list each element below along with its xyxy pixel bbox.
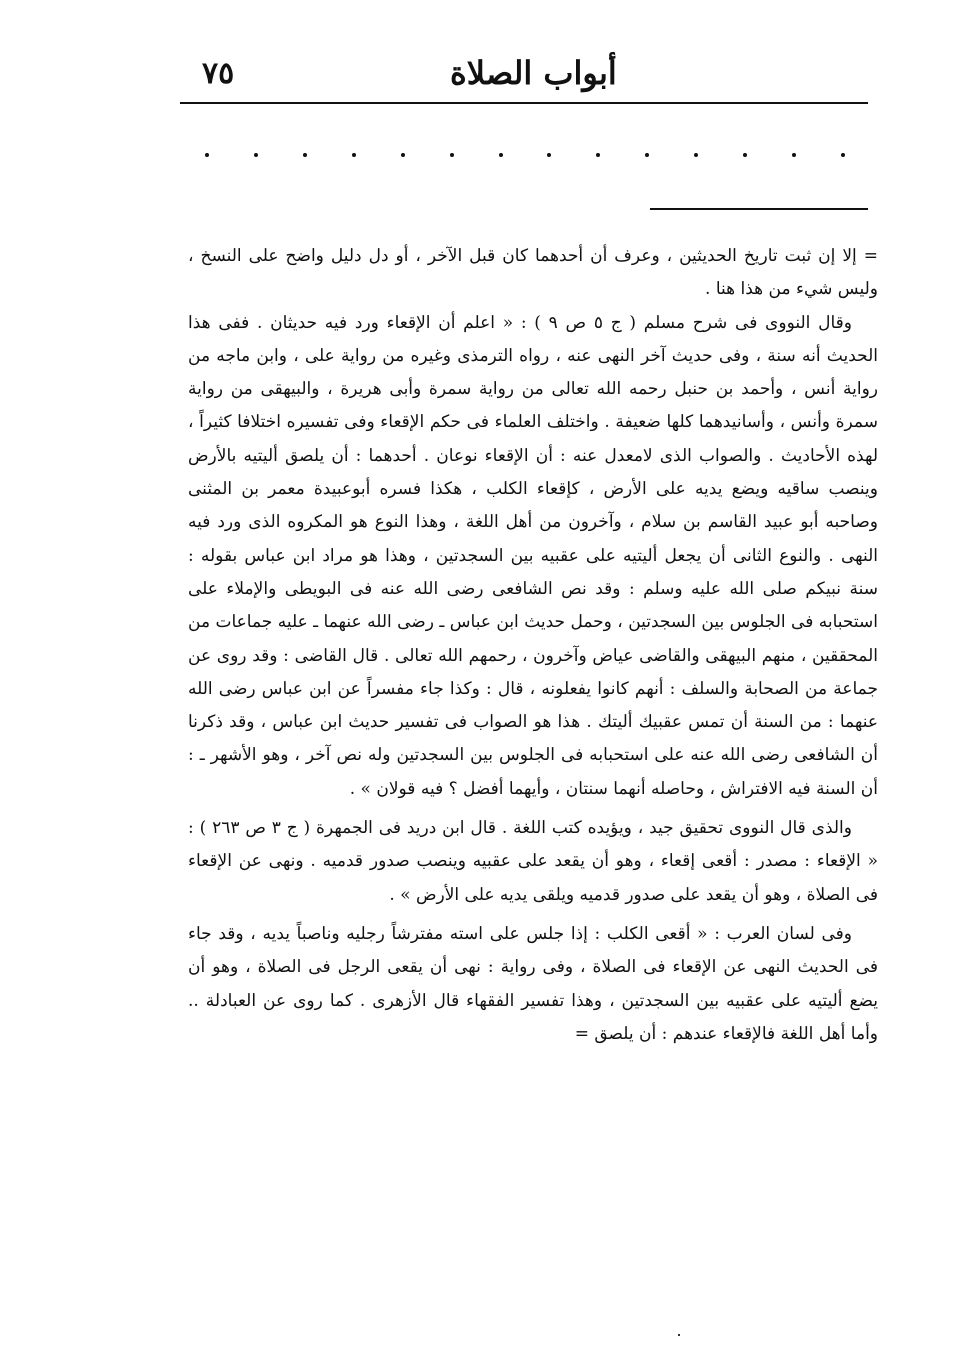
ellipsis-dot xyxy=(694,153,698,157)
ellipsis-dots-row xyxy=(205,140,845,170)
paragraph-lisan-al-arab: وفى لسان العرب : « أقعى الكلب : إذا جلس على استه مفترشاً رجليه وناصباً يديه ، وقد جاء فى الحديث النهى عن الإقعاء فى الصلاة ، وفى رواية : نهى أن يقعى الرجل فى الصلاة ، وهو أن يضع أليتيه على عقبيه بين السجدتين ، وهذا تفسير الفقهاء قال الأزهرى . كما روى عن العبادلة .. وأما أهل اللغة فالإقعاء عندهم : أن يلصق = xyxy=(188,923,878,1044)
ellipsis-dot xyxy=(499,153,503,157)
page-header xyxy=(180,52,870,98)
ellipsis-dot xyxy=(841,153,845,157)
paragraph-nawawi-quote: وقال النووى فى شرح مسلم ( ج ٥ ص ٩ ) : « اعلم أن الإقعاء ورد فيه حديثان . ففى هذا الحديث أنه سنة ، وفى حديث آخر النهى عنه ، رواه الترمذى وغيره من رواية على ، وابن ماجه من رواية أنس ، وأحمد بن حنبل رحمه الله تعالى من رواية سمرة وأبى هريرة ، والبيهقى من رواية سمرة وأنس ، وأسانيدهما كلها ضعيفة . واختلف العلماء فى حكم الإقعاء وفى تفسيره اختلافا كثيراً ، لهذه الأحاديث . والصواب الذى لامعدل عنه : أن الإقعاء نوعان . أحدهما : أن يلصق أليتيه بالأرض وينصب ساقيه ويضع يديه على الأرض ، كإقعاء الكلب ، هكذا فسره أبوعبيدة معمر بن المثنى وصاحبه أبو عبيد القاسم بن سلام ، وآخرون من أهل اللغة ، وهذا النوع هو المكروه الذى ورد فيه النهى . والنوع الثانى أن يجعل أليتيه على عقبيه بين السجدتين ، وهذا هو مراد ابن عباس بقوله : سنة نبيكم صلى الله عليه وسلم : وقد نص الشافعى رضى الله عنه فى البويطى والإملاء على استحبابه فى الجلوس بين السجدتين ، وحمل حديث ابن عباس ـ رضى الله عنهما ـ عليه جماعات من المحققين ، منهم البيهقى والقاضى عياض وآخرون ، رحمهم الله تعالى . قال القاضى : وقد روى عن جماعة من الصحابة والسلف : أنهم كانوا يفعلونه ، قال : وكذا جاء مفسراً عن ابن عباس رضى الله عنهما : من السنة أن تمس عقبيك أليتك . هذا هو الصواب فى تفسير حديث ابن عباس ، وقد ذكرنا أن الشافعى رضى الله عنه على استحبابه فى الجلوس بين السجدتين وله نص آخر ، وهو الأشهر ـ : أن السنة فيه الافتراش ، وحاصله أنهما سنتان ، وأيهما أفضل ؟ فيه قولان » . xyxy=(188,312,878,799)
paragraph-ibn-durayd: والذى قال النووى تحقيق جيد ، ويؤيده كتب اللغة . قال ابن دريد فى الجمهرة ( ج ٣ ص ٢٦٣ ) : « الإقعاء : مصدر : أقعى إقعاء ، وهو أن يقعد على عقبيه وينصب صدور قدميه . ونهى عن الإقعاء فى الصلاة ، وهو أن يقعد على صدور قدميه ويلقى يديه على الأرض » . xyxy=(188,818,878,905)
ellipsis-dot xyxy=(205,153,209,157)
ellipsis-dot xyxy=(792,153,796,157)
ellipsis-dot xyxy=(303,153,307,157)
paragraph-continuation: = إلا إن ثبت تاريخ الحديثين ، وعرف أن أحدهما كان قبل الآخر ، أو دل دليل واضح على النسخ ، وليس شيء من هذا هنا . xyxy=(188,246,878,300)
chapter-title: أبواب الصلاة xyxy=(450,54,617,92)
ellipsis-dot xyxy=(596,153,600,157)
header-rule xyxy=(180,102,868,104)
ellipsis-dot xyxy=(645,153,649,157)
ellipsis-dot xyxy=(547,153,551,157)
ellipsis-dot xyxy=(450,153,454,157)
ellipsis-dot xyxy=(401,153,405,157)
ellipsis-dot xyxy=(352,153,356,157)
print-speck xyxy=(678,1334,680,1336)
footnote-separator-rule xyxy=(650,208,868,210)
ellipsis-dot xyxy=(743,153,747,157)
page-number: ٧٥ xyxy=(202,56,235,91)
footnote-text xyxy=(188,240,878,1051)
ellipsis-dot xyxy=(254,153,258,157)
